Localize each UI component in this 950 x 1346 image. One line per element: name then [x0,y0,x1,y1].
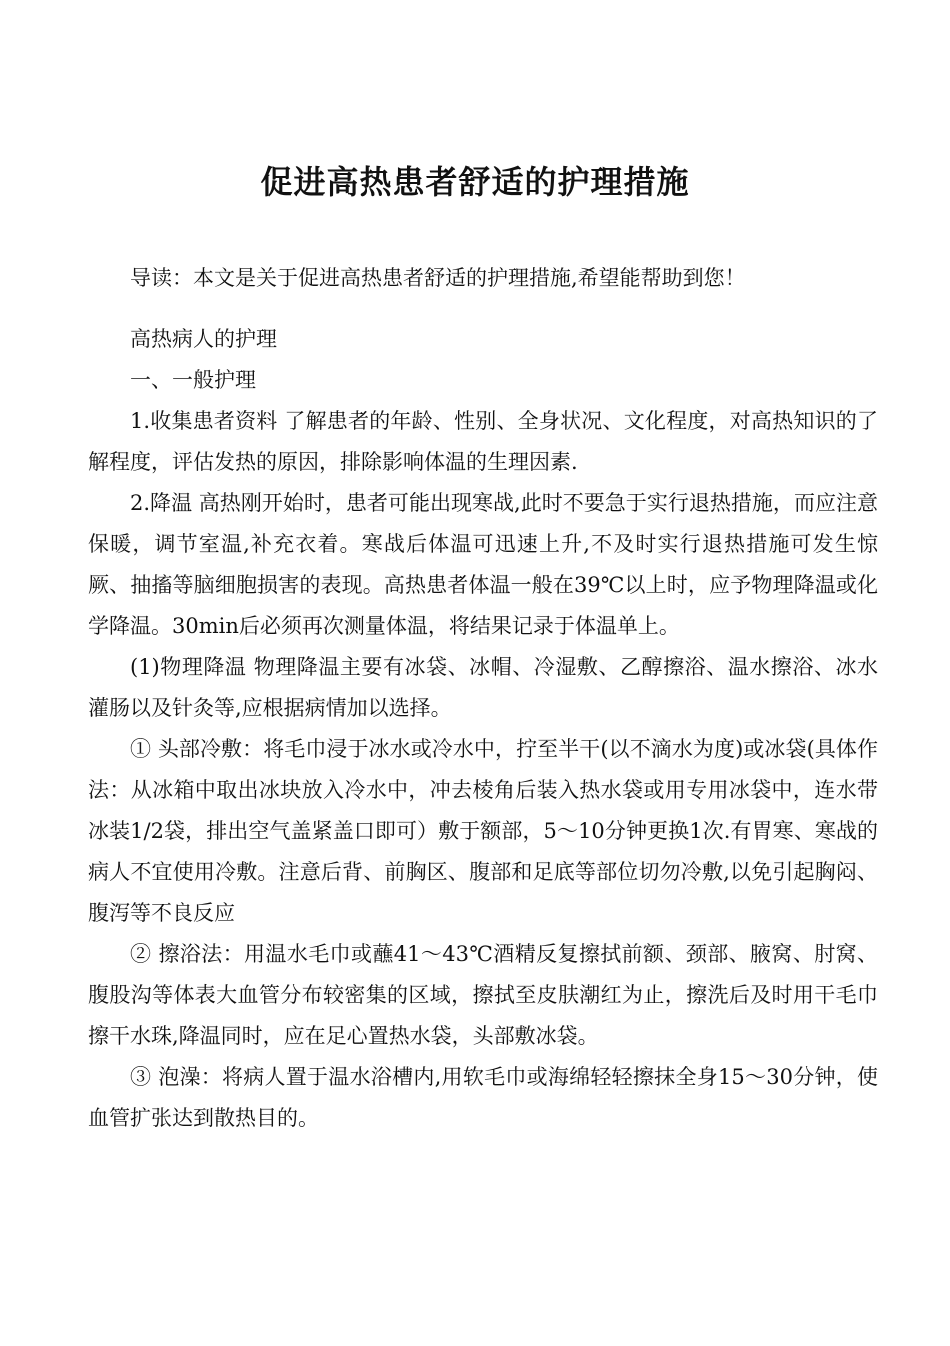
body-paragraph: 1.收集患者资料 了解患者的年龄、性别、全身状况、文化程度，对高热知识的了解程度，评估发热的原因，排除影响体温的生理因素. [88,409,878,474]
body-paragraph: ② 擦浴法：用温水毛巾或蘸41～43℃酒精反复擦拭前额、颈部、腋窝、肘窝、腹股沟等体表大血管分布较密集的区域，擦拭至皮肤潮红为止，擦洗后及时用干毛巾擦干水珠,降温同时，应在足心置热水袋，头部敷冰袋。 [88,942,878,1048]
body-paragraph: ① 头部冷敷：将毛巾浸于冰水或冷水中，拧至半干(以不滴水为度)或冰袋(具体作法：从冰箱中取出冰块放入冷水中，冲去棱角后装入热水袋或用专用冰袋中，连水带冰装1/2袋，排出空气盖紧盖口即可）敷于额部，5～10分钟更换1次.有胃寒、寒战的病人不宜使用冷敷。注意后背、前胸区、腹部和足底等部位切勿冷敷,以免引起胸闷、腹泻等不良反应 [88,737,878,925]
intro-paragraph: 导读：本文是关于促进高热患者舒适的护理措施,希望能帮助到您！ [130,266,746,290]
body-paragraph: ③ 泡澡：将病人置于温水浴槽内,用软毛巾或海绵轻轻擦抹全身15～30分钟，使血管扩张达到散热目的。 [88,1065,878,1130]
subsection-heading: 一、一般护理 [130,368,256,392]
body-paragraph: 2.降温 高热刚开始时，患者可能出现寒战,此时不要急于实行退热措施，而应注意保暖，调节室温,补充衣着。寒战后体温可迅速上升,不及时实行退热措施可发生惊厥、抽搐等脑细胞损害的表现。高热患者体温一般在39℃以上时，应予物理降温或化学降温。30min后必须再次测量体温，将结果记录于体温单上。 [88,491,878,638]
document-body [88,258,878,1139]
section-heading: 高热病人的护理 [130,327,277,351]
body-paragraph: (1)物理降温 物理降温主要有冰袋、冰帽、冷湿敷、乙醇擦浴、温水擦浴、冰水灌肠以及针灸等,应根据病情加以选择。 [88,655,878,720]
document-title: 促进高热患者舒适的护理措施 [260,163,690,201]
